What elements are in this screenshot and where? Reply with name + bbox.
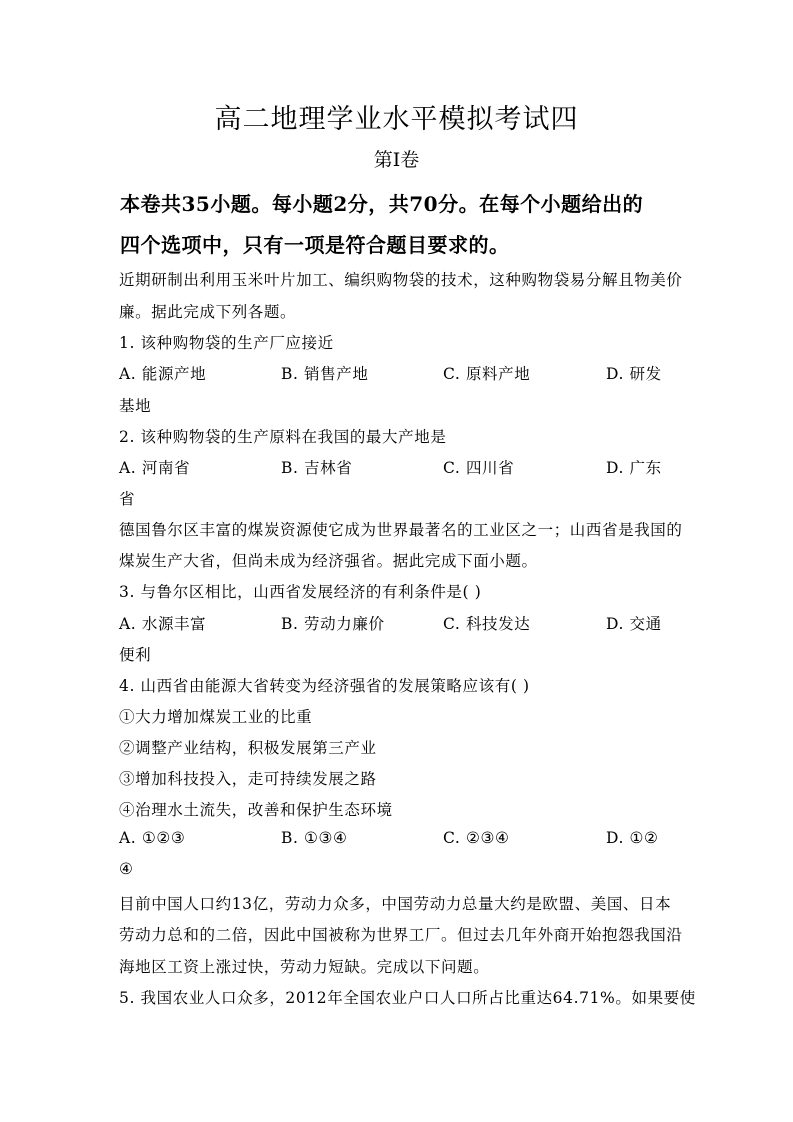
question-2-option-a: A. 河南省 xyxy=(119,459,191,477)
question-3-stem: 3. 与鲁尔区相比，山西省发展经济的有利条件是( ) xyxy=(119,583,482,601)
passage-1-line-2: 廉。据此完成下列各题。 xyxy=(119,303,297,321)
question-3-option-d: D. 交通 xyxy=(606,615,662,633)
passage-2-line-1: 德国鲁尔区丰富的煤炭资源使它成为世界最著名的工业区之一；山西省是我国的 xyxy=(119,521,683,539)
question-4-option-c: C. ②③④ xyxy=(443,829,510,847)
question-4-item-4: ④治理水土流失，改善和保护生态环境 xyxy=(119,801,393,819)
question-4-option-a: A. ①②③ xyxy=(119,829,186,847)
question-4-option-b: B. ①③④ xyxy=(281,829,348,847)
instructions-line-1: 本卷共35小题。每小题2分，共70分。在每个小题给出的 xyxy=(120,192,644,216)
question-1-option-d-wrap: 基地 xyxy=(119,397,152,415)
question-4-option-d: D. ①② xyxy=(606,829,659,847)
question-3-option-b: B. 劳动力廉价 xyxy=(281,615,385,633)
question-2-option-d: D. 广东 xyxy=(606,459,662,477)
question-4-option-d-wrap: ④ xyxy=(119,860,134,878)
question-4-item-1: ①大力增加煤炭工业的比重 xyxy=(119,708,313,726)
question-1-stem: 1. 该种购物袋的生产厂应接近 xyxy=(119,334,334,352)
passage-3-line-2: 劳动力总和的二倍，因此中国被称为世界工厂。但过去几年外商开始抱怨我国沿 xyxy=(119,926,683,944)
question-4-item-3: ③增加科技投入，走可持续发展之路 xyxy=(119,770,377,788)
passage-3-line-3: 海地区工资上涨过快，劳动力短缺。完成以下问题。 xyxy=(119,958,490,976)
question-2-option-b: B. 吉林省 xyxy=(281,459,353,477)
question-5-stem: 5. 我国农业人口众多，2012年全国农业户口人口所占比重达64.71%。如果要使 xyxy=(119,989,696,1007)
question-3-option-d-wrap: 便利 xyxy=(119,646,152,664)
question-2-option-d-wrap: 省 xyxy=(119,490,136,508)
question-2-stem: 2. 该种购物袋的生产原料在我国的最大产地是 xyxy=(119,428,447,446)
question-3-option-c: C. 科技发达 xyxy=(443,615,531,633)
page-title: 高二地理学业水平模拟考试四 xyxy=(214,104,579,135)
passage-2-line-2: 煤炭生产大省，但尚未成为经济强省。据此完成下面小题。 xyxy=(119,552,538,570)
question-1-option-b: B. 销售产地 xyxy=(281,365,369,383)
question-4-stem: 4. 山西省由能源大省转变为经济强省的发展策略应该有( ) xyxy=(119,677,530,695)
section-title: 第Ⅰ卷 xyxy=(373,149,420,171)
question-1-option-a: A. 能源产地 xyxy=(119,365,207,383)
question-3-option-a: A. 水源丰富 xyxy=(119,615,207,633)
passage-1-line-1: 近期研制出利用玉米叶片加工、编织购物袋的技术，这种购物袋易分解且物美价 xyxy=(119,271,683,289)
question-1-option-d: D. 研发 xyxy=(606,365,662,383)
instructions-line-2: 四个选项中，只有一项是符合题目要求的。 xyxy=(120,233,510,257)
question-4-item-2: ②调整产业结构，积极发展第三产业 xyxy=(119,739,377,757)
passage-3-line-1: 目前中国人口约13亿，劳动力众多，中国劳动力总量大约是欧盟、美国、日本 xyxy=(119,895,672,913)
question-2-option-c: C. 四川省 xyxy=(443,459,515,477)
question-1-option-c: C. 原料产地 xyxy=(443,365,531,383)
